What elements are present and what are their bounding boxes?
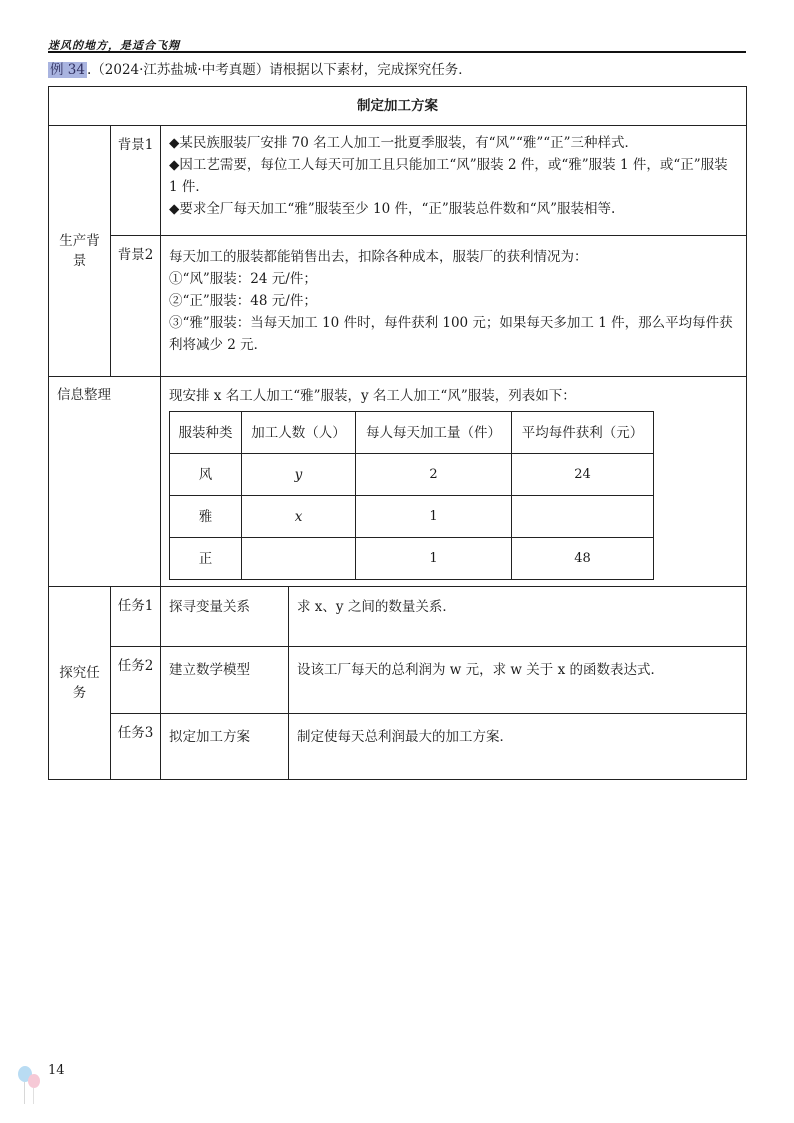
header-rule (48, 51, 746, 53)
task-table (48, 86, 747, 780)
bg1-line: ◆某民族服装厂安排 70 名工人加工一批夏季服装，有“风”“雅”“正”三种样式． (169, 135, 639, 151)
info-cell: 正 (170, 538, 242, 580)
table-row (170, 496, 654, 538)
task2-label: 任务2 (111, 647, 161, 714)
production-background-label: 生产背景 (49, 126, 111, 377)
task1-desc: 求 x、y 之间的数量关系． (289, 587, 747, 647)
explore-task-label: 探究任务 (49, 587, 111, 780)
info-cell: x (242, 496, 356, 538)
table-row (170, 454, 654, 496)
table-row (170, 538, 654, 580)
info-cell: 1 (356, 538, 512, 580)
bg2-line: ①“风”服装：24 元/件； (169, 271, 317, 287)
info-cell: 风 (170, 454, 242, 496)
task2-name: 建立数学模型 (161, 647, 289, 714)
bg2-label: 背景2 (111, 236, 161, 377)
bg2-content (161, 236, 747, 377)
task3-name: 拟定加工方案 (161, 714, 289, 780)
bg2-line: ②“正”服装：48 元/件； (169, 293, 317, 309)
info-header-cell: 平均每件获利（元） (512, 412, 654, 454)
task1-label: 任务1 (111, 587, 161, 647)
info-cell (242, 538, 356, 580)
page-number: 14 (48, 1063, 65, 1078)
bg1-label: 背景1 (111, 126, 161, 236)
info-cell: 24 (512, 454, 654, 496)
info-header-cell: 服装种类 (170, 412, 242, 454)
bg1-line: ◆因工艺需要，每位工人每天可加工且只能加工“风”服装 2 件，或“雅”服装 1 件，或“正”服装 1 件． (169, 157, 728, 195)
bg2-line: ③“雅”服装：当每天加工 10 件时，每件获利 100 元；如果每天多加工 1 件，那么平均每件获利将减少 2 元． (169, 315, 733, 353)
bg1-content (161, 126, 747, 236)
info-header-cell: 每人每天加工量（件） (356, 412, 512, 454)
info-label: 信息整理 (49, 377, 161, 587)
page-header (48, 37, 746, 51)
info-cell (512, 496, 654, 538)
info-header-cell: 加工人数（人） (242, 412, 356, 454)
example-intro (48, 60, 748, 80)
info-cell: 48 (512, 538, 654, 580)
info-cell: y (242, 454, 356, 496)
task3-desc: 制定使每天总利润最大的加工方案． (289, 714, 747, 780)
example-tag: 例 34 (50, 62, 85, 78)
task1-name: 探寻变量关系 (161, 587, 289, 647)
info-table (169, 411, 654, 580)
bg1-line: ◆要求全厂每天加工“雅”服装至少 10 件，“正”服装总件数和“风”服装相等. (169, 201, 616, 217)
info-cell: 2 (356, 454, 512, 496)
info-cell: 雅 (170, 496, 242, 538)
table-title: 制定加工方案 (49, 87, 747, 126)
info-intro: 现安排 x 名工人加工“雅”服装，y 名工人加工“风”服装，列表如下： (169, 388, 576, 404)
bg2-line: 每天加工的服装都能销售出去，扣除各种成本，服装厂的获利情况为： (169, 249, 588, 265)
info-content (161, 377, 747, 587)
example-source: .（2024·江苏盐城·中考真题）请根据以下素材，完成探究任务． (86, 62, 472, 78)
info-header-row (170, 412, 654, 454)
header-motto: 迷风的地方，是适合飞翔 (48, 39, 180, 52)
task3-label: 任务3 (111, 714, 161, 780)
info-cell: 1 (356, 496, 512, 538)
task2-desc: 设该工厂每天的总利润为 w 元，求 w 关于 x 的函数表达式． (289, 647, 747, 714)
